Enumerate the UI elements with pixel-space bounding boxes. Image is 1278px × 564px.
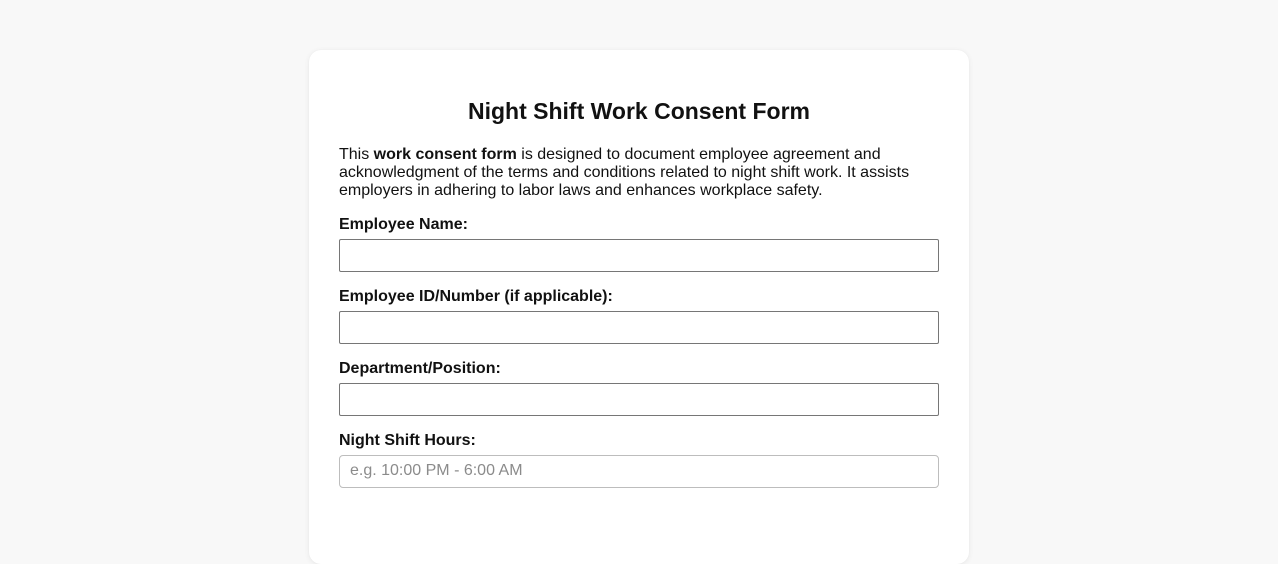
night-shift-hours-input[interactable] <box>339 455 939 488</box>
field-group-department-position <box>339 360 939 416</box>
form-intro-prefix: This <box>339 145 374 163</box>
field-group-employee-id <box>339 288 939 344</box>
form-intro-bold: work consent form <box>373 145 517 163</box>
form-intro-rest: is designed to document employee agreement and acknowledgment of the terms and conditions related to night shift work. It assists employers in adhering to labor laws and enhances workplace safety. <box>339 145 910 200</box>
employee-id-input[interactable] <box>339 311 939 344</box>
field-group-employee-name <box>339 216 939 272</box>
form-intro <box>339 146 939 201</box>
department-position-input[interactable] <box>339 383 939 416</box>
department-position-label: Department/Position: <box>339 359 501 377</box>
employee-name-label: Employee Name: <box>339 215 468 233</box>
employee-id-label: Employee ID/Number (if applicable): <box>339 287 613 305</box>
form-title: Night Shift Work Consent Form <box>467 98 810 124</box>
field-group-night-shift-hours <box>339 432 939 488</box>
night-shift-hours-label: Night Shift Hours: <box>339 431 476 449</box>
consent-form-card <box>309 50 969 564</box>
employee-name-input[interactable] <box>339 239 939 272</box>
